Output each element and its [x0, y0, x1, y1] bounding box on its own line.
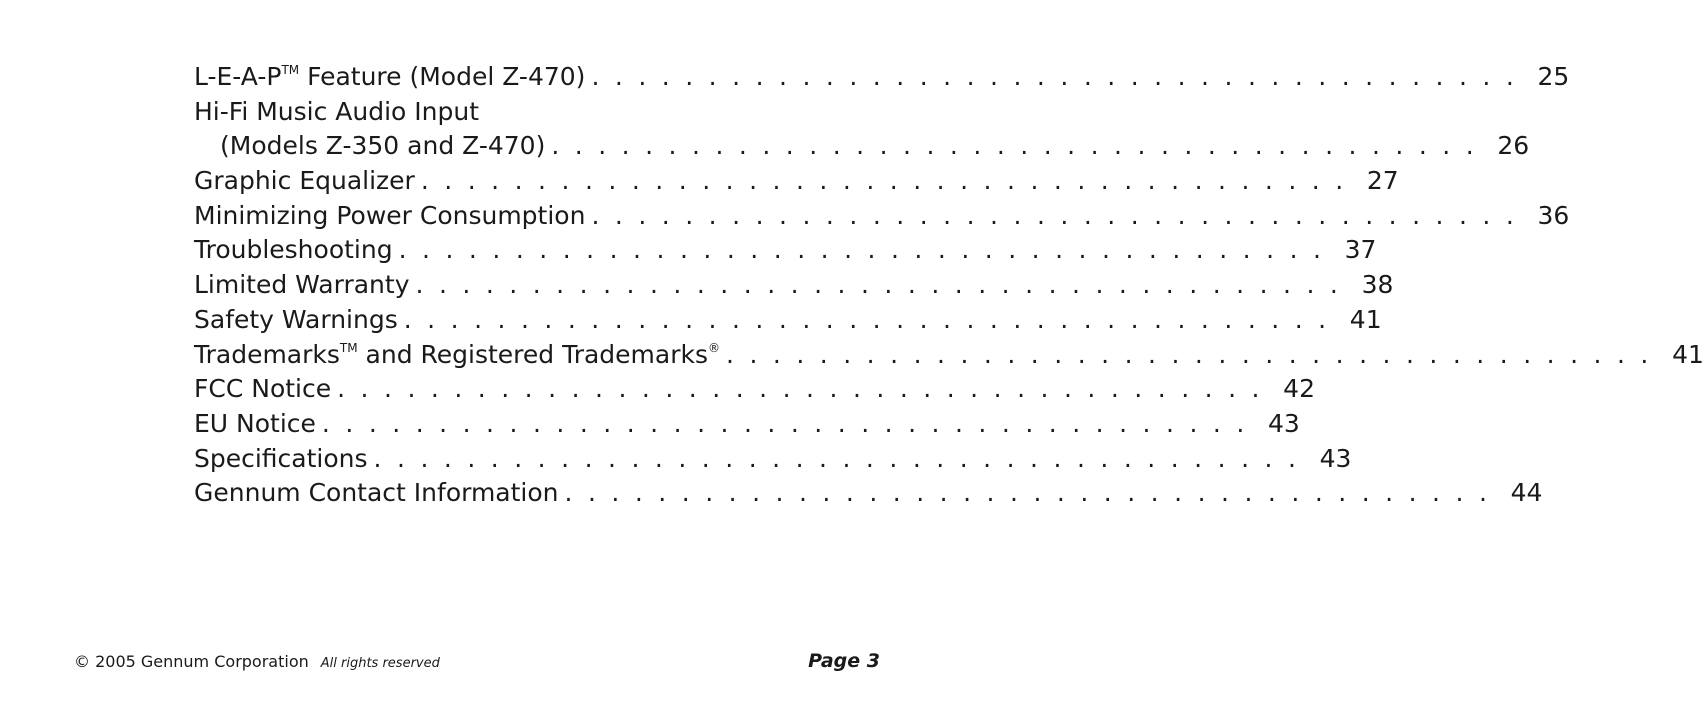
toc-entry-gennum-contact[interactable] [194, 476, 1543, 511]
toc-entry-minimizing-power[interactable] [194, 199, 1570, 234]
dot-leader: ........................................ [403, 304, 1342, 334]
dot-leader: ........................................ [726, 339, 1664, 369]
toc-entry-title: L-E-A-P™ Feature (Model Z-470) [194, 62, 586, 91]
toc-entry-title: FCC Notice [194, 374, 332, 404]
toc-entry-title: Safety Warnings [194, 304, 398, 334]
trademark-mark: TM [281, 63, 300, 77]
registered-mark: ® [708, 340, 720, 355]
page-footer [74, 650, 880, 672]
rights-reserved: All rights reserved [320, 656, 440, 671]
toc-entry-page: 42 [1283, 374, 1315, 404]
toc-entry-title: Gennum Contact Information [194, 478, 559, 508]
toc-entry-page: 36 [1537, 200, 1570, 230]
toc-entry-page: 27 [1366, 166, 1399, 196]
toc-entry-page: 41 [1672, 339, 1704, 369]
toc-entry-leap[interactable] [194, 60, 1570, 95]
toc-entry-title: Limited Warranty [194, 270, 410, 300]
copyright-notice: © 2005 Gennum Corporation [74, 652, 309, 671]
dot-leader: ........................................ [551, 131, 1490, 161]
toc-entry-page: 25 [1537, 62, 1570, 91]
toc-entry-page: 43 [1267, 408, 1300, 438]
toc-entry-page: 26 [1497, 131, 1530, 161]
toc-entry-page: 44 [1510, 478, 1543, 508]
toc-entry-limited-warranty[interactable] [194, 268, 1394, 303]
toc-entry-title: (Models Z-350 and Z-470) [220, 131, 546, 161]
toc-entry-hifi-models[interactable] [194, 129, 1530, 164]
dot-leader: ........................................ [321, 408, 1260, 438]
dot-leader: ........................................ [564, 478, 1503, 508]
toc-entry-page: 43 [1319, 443, 1352, 473]
toc-entry-page: 41 [1349, 304, 1382, 334]
dot-leader: ........................................ [373, 443, 1312, 473]
dot-leader: ........................................ [337, 374, 1275, 404]
dot-leader: ........................................ [591, 200, 1530, 230]
page-number: Page 3 [808, 650, 880, 672]
toc-entry-specifications[interactable] [194, 442, 1352, 477]
trademark-mark: TM [339, 340, 358, 355]
toc-entry-troubleshooting[interactable] [194, 233, 1377, 268]
toc-entry-trademarks[interactable] [194, 338, 1704, 373]
dot-leader: ........................................ [591, 62, 1530, 91]
toc-entry-page: 37 [1344, 235, 1377, 265]
toc-entry-eu-notice[interactable] [194, 407, 1300, 442]
toc-entry-fcc-notice[interactable] [194, 372, 1315, 407]
toc-entry-title: EU Notice [194, 408, 316, 438]
toc-entry-graphic-equalizer[interactable] [194, 164, 1399, 199]
toc-entry-hifi-music-audio-input[interactable] [194, 95, 790, 130]
dot-leader: ........................................ [398, 235, 1337, 265]
toc-entry-safety-warnings[interactable] [194, 303, 1382, 338]
toc-entry-title: Specifications [194, 443, 368, 473]
toc-entry-title: Graphic Equalizer [194, 166, 415, 196]
toc-entry-title: Hi-Fi Music Audio Input [194, 96, 480, 126]
dot-leader: ........................................ [415, 270, 1354, 300]
table-of-contents [194, 60, 1704, 511]
toc-entry-page: 38 [1361, 270, 1394, 300]
toc-entry-title: Minimizing Power Consumption [194, 200, 586, 230]
toc-entry-title: Troubleshooting [194, 235, 393, 265]
toc-entry-title: Trademarks™ and Registered Trademarks® [194, 339, 720, 369]
dot-leader: ........................................ [420, 166, 1359, 196]
